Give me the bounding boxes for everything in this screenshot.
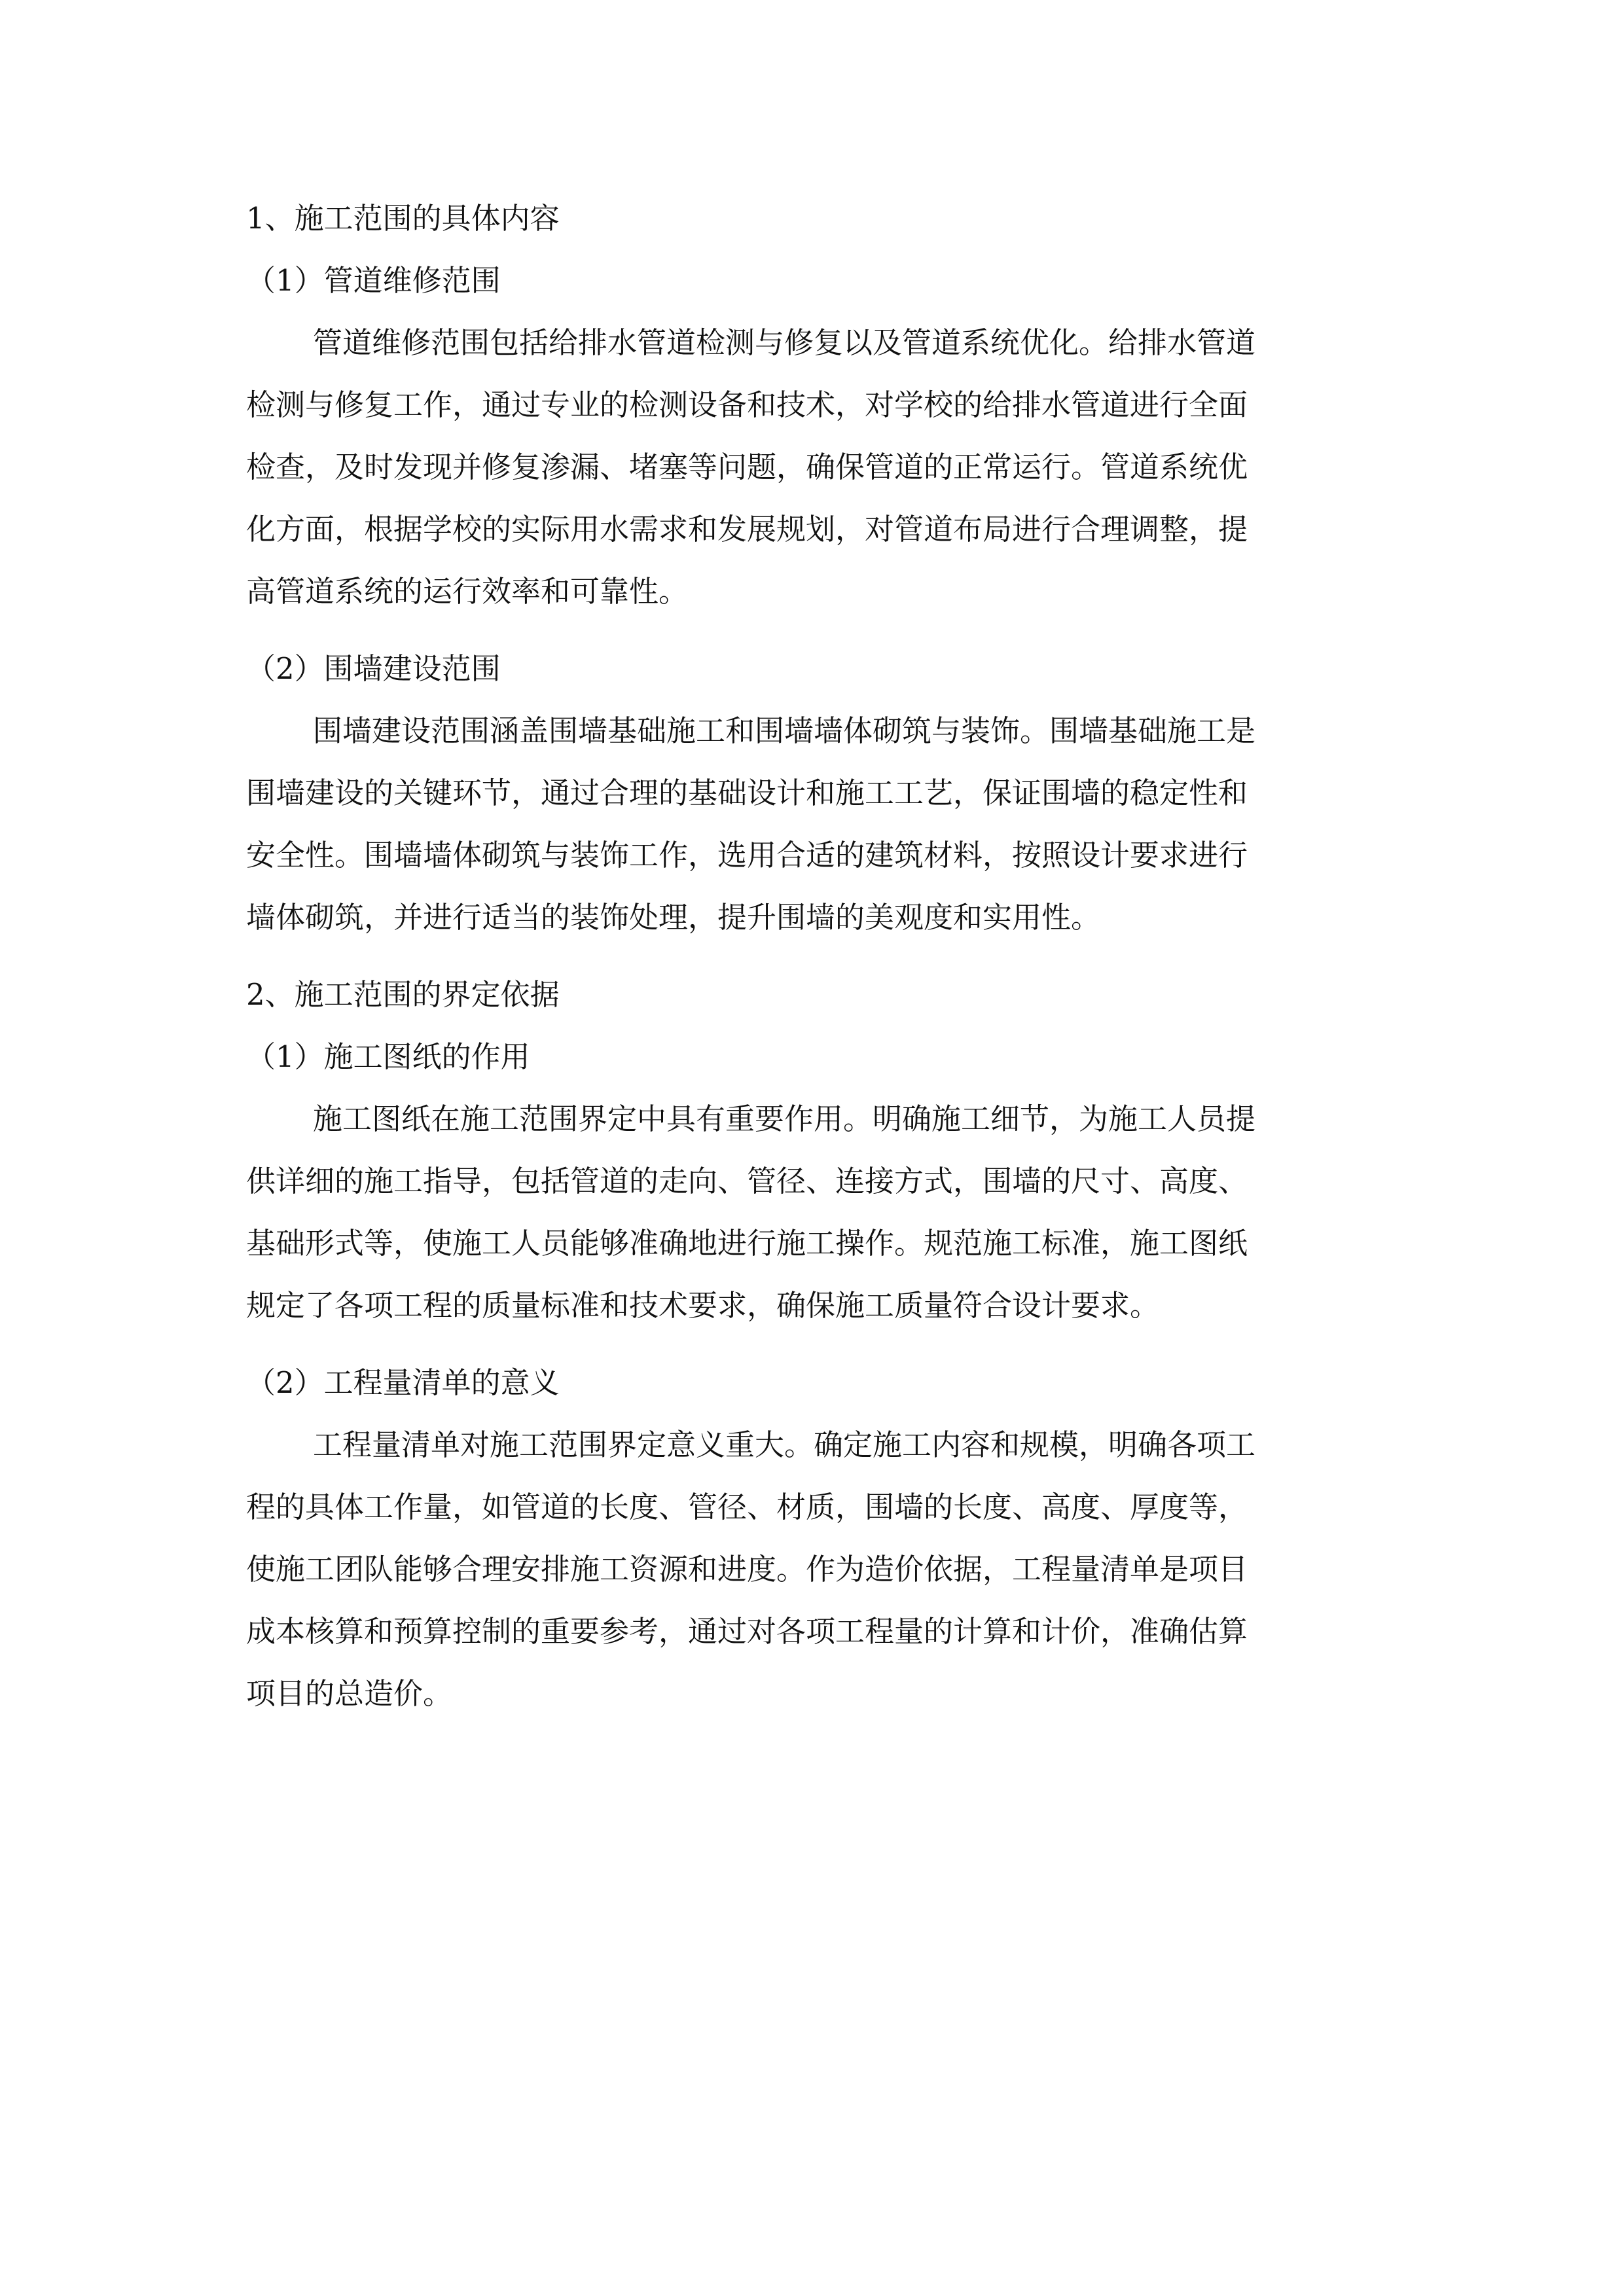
paragraph-line: 项目的总造价。 xyxy=(246,1676,453,1711)
paragraph-line: 墙体砌筑，并进行适当的装饰处理，提升围墙的美观度和实用性。 xyxy=(246,900,1101,935)
paragraph-line: 使施工团队能够合理安排施工资源和进度。作为造价依据，工程量清单是项目 xyxy=(246,1552,1248,1587)
paragraph-line: 成本核算和预算控制的重要参考，通过对各项工程量的计算和计价，准确估算 xyxy=(246,1614,1248,1649)
paragraph-line: 规定了各项工程的质量标准和技术要求，确保施工质量符合设计要求。 xyxy=(246,1288,1160,1323)
section-heading-2: 2、施工范围的界定依据 xyxy=(246,977,560,1012)
paragraph-line: 检查，及时发现并修复渗漏、堵塞等问题，确保管道的正常运行。管道系统优 xyxy=(246,450,1248,484)
paragraph-line: 基础形式等，使施工人员能够准确地进行施工操作。规范施工标准，施工图纸 xyxy=(246,1226,1248,1261)
paragraph-line: 高管道系统的运行效率和可靠性。 xyxy=(246,574,689,609)
subsection-title-2-1: （1）施工图纸的作用 xyxy=(246,1039,530,1074)
paragraph-drawings xyxy=(246,1088,1385,1336)
paragraph-bill-of-quantities xyxy=(246,1414,1385,1725)
paragraph-wall-construction xyxy=(246,700,1385,948)
subsection-title-2-2: （2）工程量清单的意义 xyxy=(246,1365,560,1400)
subsection-title-1-1: （1）管道维修范围 xyxy=(246,263,501,298)
document-body xyxy=(246,187,1385,1740)
paragraph-line: 围墙建设范围涵盖围墙基础施工和围墙墙体砌筑与装饰。围墙基础施工是 xyxy=(313,713,1256,748)
paragraph-line: 围墙建设的关键环节，通过合理的基础设计和施工工艺，保证围墙的稳定性和 xyxy=(246,776,1248,810)
paragraph-pipe-repair xyxy=(246,312,1385,622)
paragraph-line: 检测与修复工作，通过专业的检测设备和技术，对学校的给排水管道进行全面 xyxy=(246,387,1248,422)
paragraph-line: 工程量清单对施工范围界定意义重大。确定施工内容和规模，明确各项工 xyxy=(313,1427,1256,1462)
paragraph-line: 安全性。围墙墙体砌筑与装饰工作，选用合适的建筑材料，按照设计要求进行 xyxy=(246,838,1248,872)
paragraph-line: 管道维修范围包括给排水管道检测与修复以及管道系统优化。给排水管道 xyxy=(313,325,1256,360)
paragraph-line: 供详细的施工指导，包括管道的走向、管径、连接方式，围墙的尺寸、高度、 xyxy=(246,1164,1248,1198)
section-heading-1: 1、施工范围的具体内容 xyxy=(246,201,560,236)
paragraph-line: 化方面，根据学校的实际用水需求和发展规划，对管道布局进行合理调整，提 xyxy=(246,512,1248,547)
paragraph-line: 程的具体工作量，如管道的长度、管径、材质，围墙的长度、高度、厚度等， xyxy=(246,1490,1248,1524)
paragraph-line: 施工图纸在施工范围界定中具有重要作用。明确施工细节，为施工人员提 xyxy=(313,1102,1256,1136)
subsection-title-1-2: （2）围墙建设范围 xyxy=(246,651,501,686)
